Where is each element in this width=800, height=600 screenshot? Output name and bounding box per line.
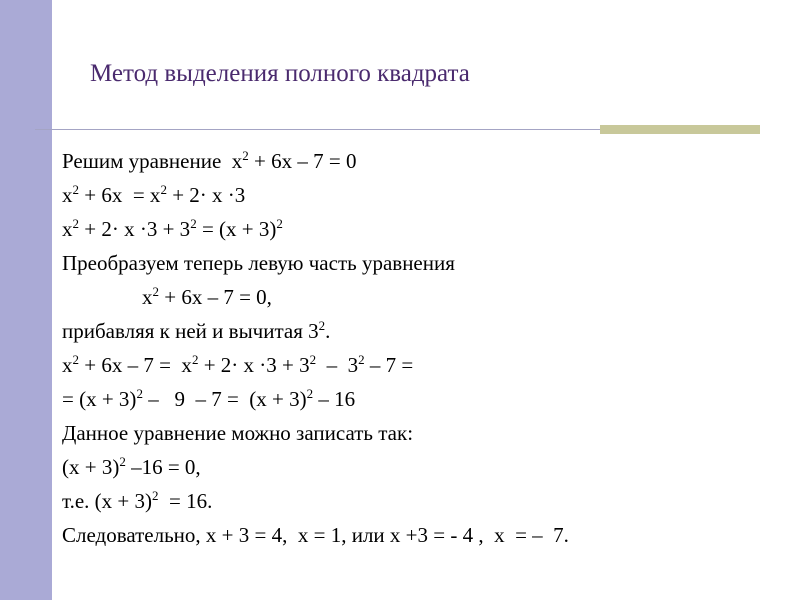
text-segment: (x + 3) — [62, 455, 120, 479]
equation-line — [62, 348, 792, 382]
text-segment: x — [62, 183, 73, 207]
text-segment: = (x + 3) — [196, 217, 277, 241]
text-segment: + 6x = x — [79, 183, 161, 207]
exponent: 2 — [190, 216, 197, 231]
equation-line — [62, 416, 792, 450]
equation-line — [62, 314, 792, 348]
text-segment: x — [142, 285, 153, 309]
text-segment: т.е. (x + 3) — [62, 489, 152, 513]
text-segment: + 6x – 7 = x — [79, 353, 192, 377]
text-segment: – 16 — [313, 387, 356, 411]
text-segment: Следовательно, x + 3 = 4, x = 1, или x +3 = - 4 , x = – 7. — [62, 523, 569, 547]
exponent: 2 — [136, 386, 143, 401]
exponent: 2 — [306, 386, 314, 401]
text-segment: – 9 – 7 = (x + 3) — [142, 387, 307, 411]
slide-body — [62, 144, 792, 552]
exponent: 2 — [160, 182, 167, 197]
slide-title: Метод выделения полного квадрата — [90, 60, 470, 87]
title-accent-bar — [600, 125, 760, 134]
exponent: 2 — [152, 488, 159, 503]
equation-line — [62, 280, 792, 314]
exponent: 2 — [152, 284, 159, 299]
exponent: 2 — [72, 352, 79, 367]
equation-line — [62, 450, 792, 484]
text-segment: + 2· x ·3 — [166, 183, 246, 207]
exponent: 2 — [318, 318, 326, 333]
side-bar — [0, 0, 52, 600]
text-segment: Преобразуем теперь левую часть уравнения — [62, 251, 455, 275]
exponent: 2 — [276, 216, 283, 231]
text-segment: x — [62, 217, 73, 241]
text-segment: . — [325, 319, 331, 343]
text-segment: + 6x – 7 = 0, — [159, 285, 272, 309]
exponent: 2 — [72, 216, 79, 231]
text-segment: + 6x – 7 = 0 — [248, 149, 357, 173]
exponent: 2 — [358, 352, 365, 367]
equation-line — [62, 212, 792, 246]
text-segment: + 2· x ·3 + 3 — [79, 217, 191, 241]
exponent: 2 — [309, 352, 317, 367]
equation-line — [62, 484, 792, 518]
text-segment: –16 = 0, — [125, 455, 201, 479]
equation-line — [62, 178, 792, 212]
text-segment: = 16. — [158, 489, 213, 513]
equation-line — [62, 518, 792, 552]
equation-line — [62, 382, 792, 416]
exponent: 2 — [242, 148, 249, 163]
exponent: 2 — [191, 352, 199, 367]
text-segment: – 3 — [316, 353, 359, 377]
text-segment: – 7 = — [364, 353, 414, 377]
text-segment: x — [62, 353, 73, 377]
text-segment: = (x + 3) — [62, 387, 137, 411]
equation-line — [62, 144, 792, 178]
exponent: 2 — [72, 182, 79, 197]
equation-line — [62, 246, 792, 280]
text-segment: Данное уравнение можно записать так: — [62, 421, 414, 445]
text-segment: Решим уравнение x — [62, 149, 243, 173]
text-segment: прибавляя к ней и вычитая 3 — [62, 319, 319, 343]
text-segment: + 2· x ·3 + 3 — [198, 353, 310, 377]
exponent: 2 — [119, 454, 126, 469]
